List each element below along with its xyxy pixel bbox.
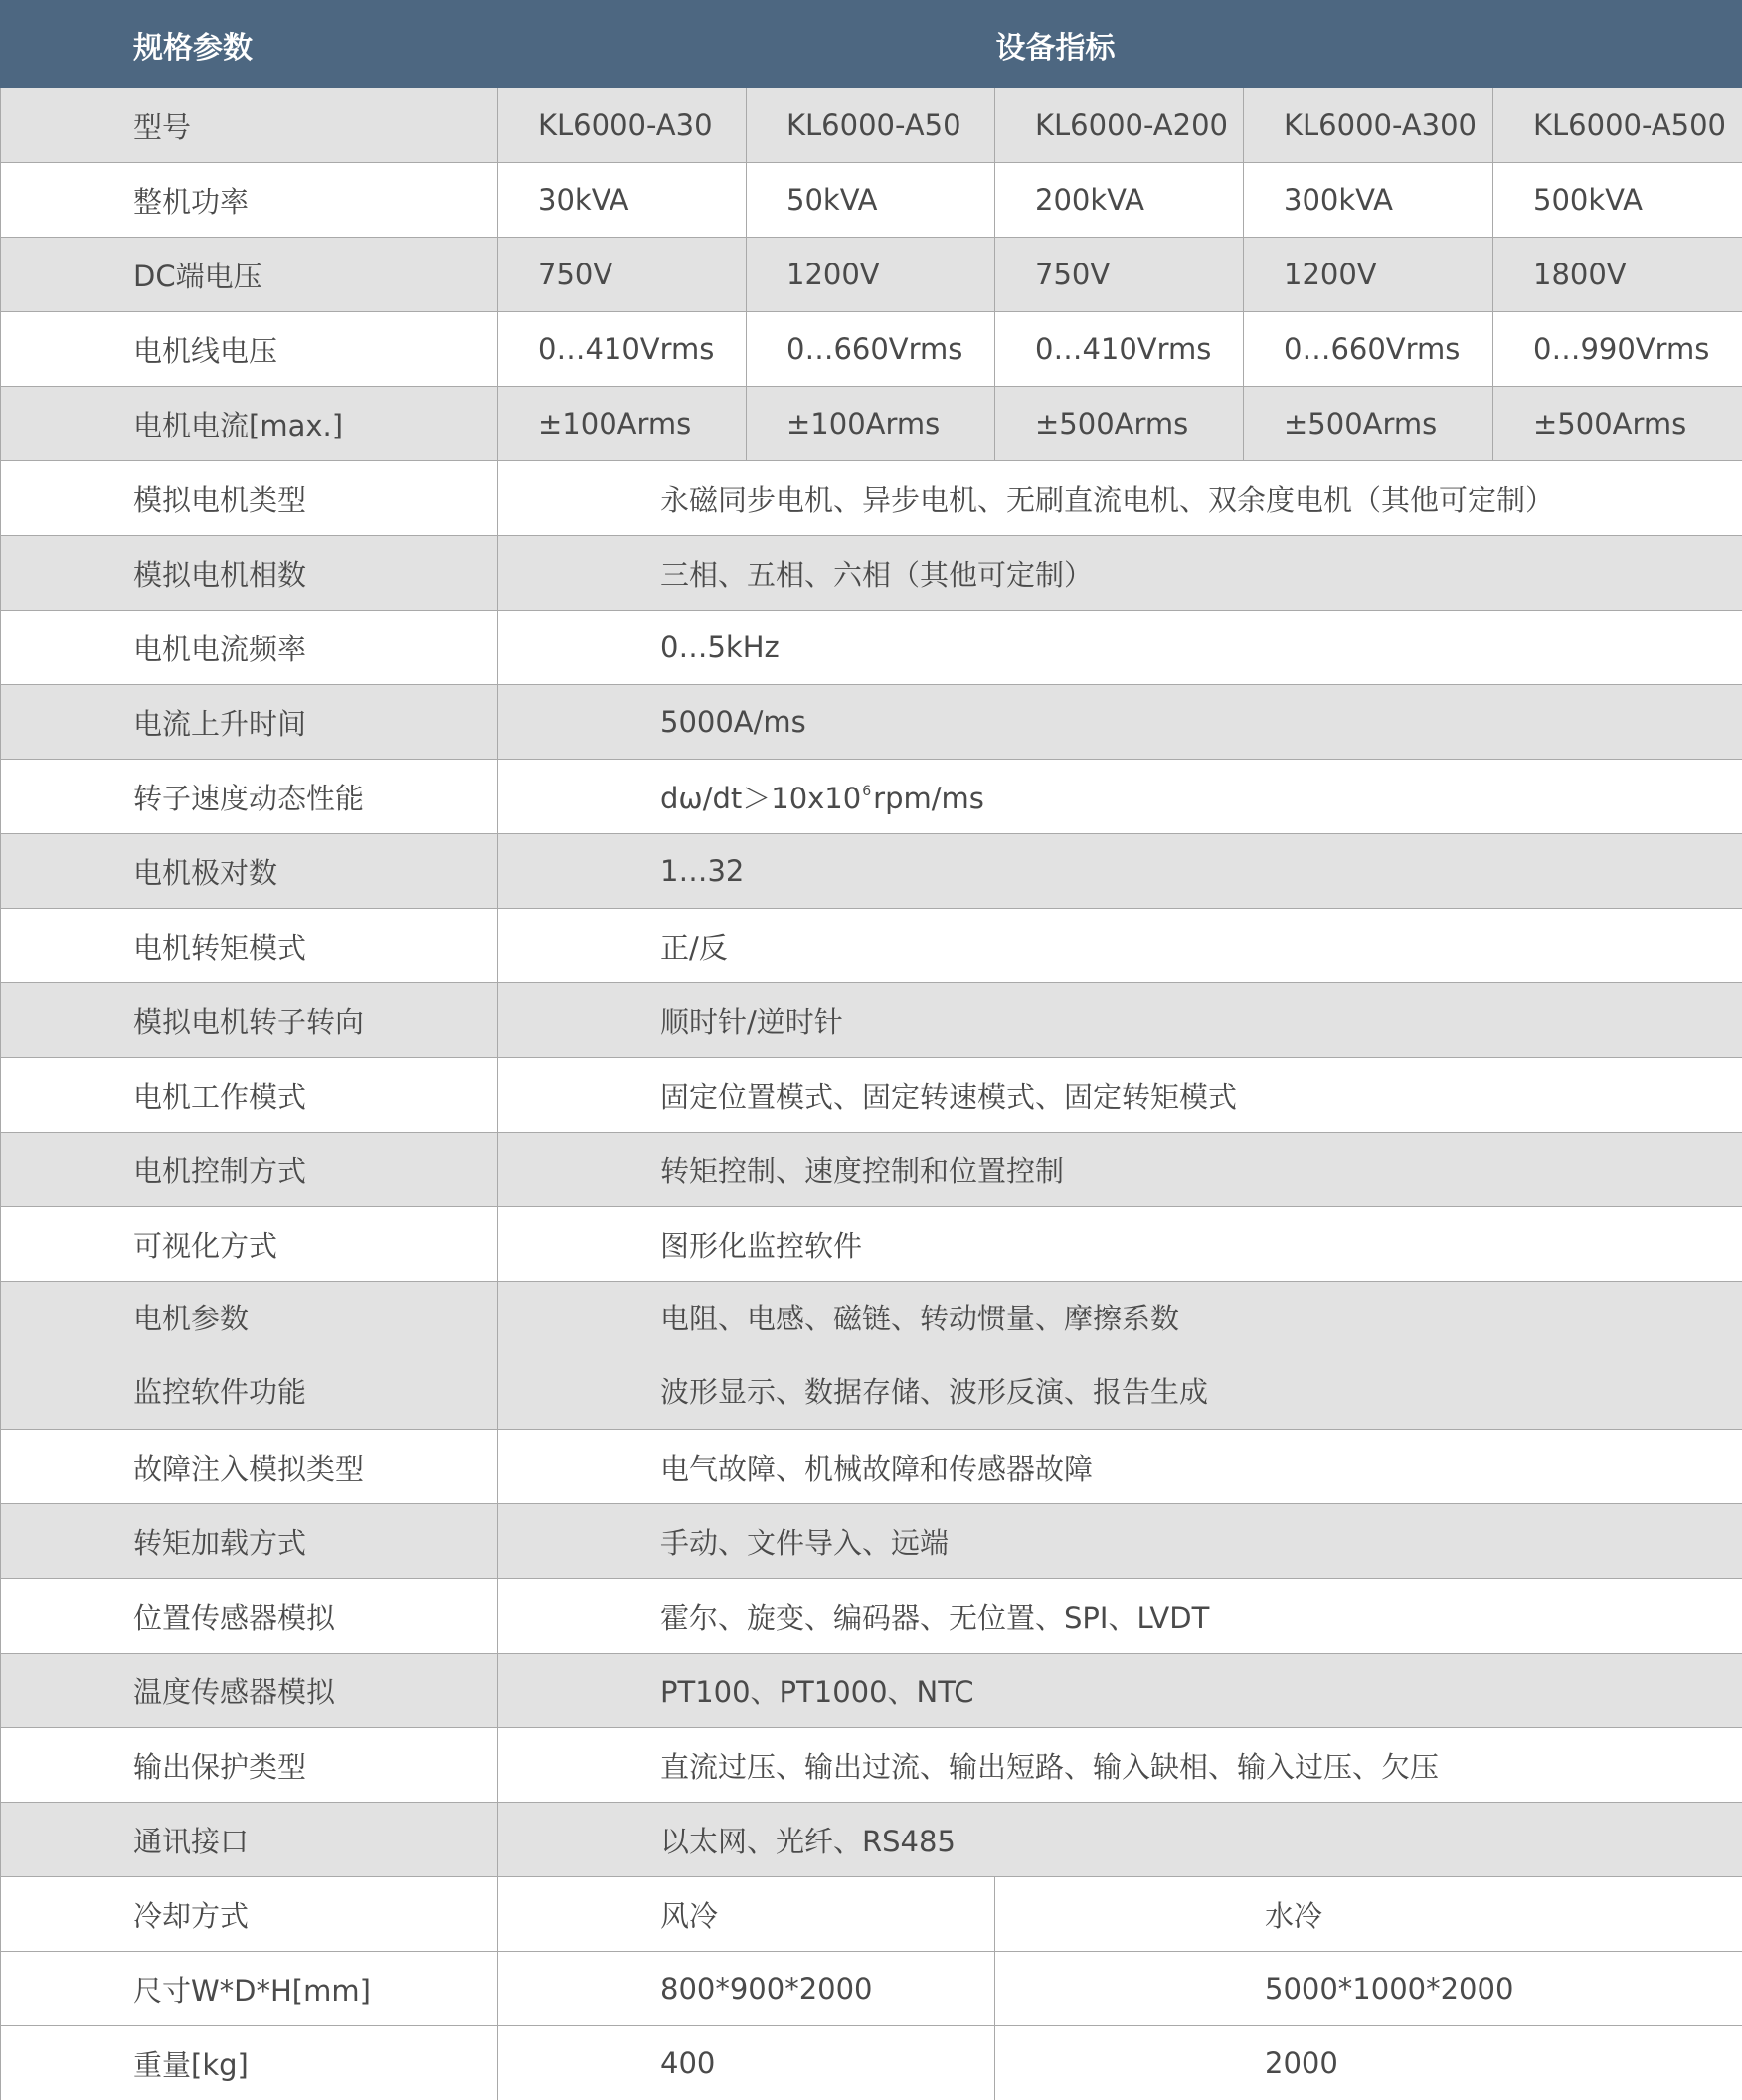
value-cell: 电气故障、机械故障和传感器故障: [498, 1430, 1742, 1504]
row-label: 可视化方式: [1, 1207, 498, 1282]
row-pos-sensor: [1, 1579, 1742, 1654]
row-control: [1, 1133, 1742, 1207]
row-label: 冷却方式: [1, 1877, 498, 1952]
value-cell: ±500Arms: [1244, 387, 1493, 461]
row-label: 模拟电机转子转向: [1, 983, 498, 1058]
value-cell: 手动、文件导入、远端: [498, 1504, 1742, 1579]
row-model: [1, 88, 1742, 163]
row-visualization: [1, 1207, 1742, 1282]
row-label: 电机工作模式: [1, 1058, 498, 1133]
row-temp-sensor: [1, 1654, 1742, 1728]
row-rise-time: [1, 685, 1742, 760]
value-cell: ±500Arms: [995, 387, 1244, 461]
value-cell: 电阻、电感、磁链、转动惯量、摩擦系数: [660, 1282, 1742, 1355]
row-label: 电机参数: [133, 1282, 497, 1355]
row-label: DC端电压: [1, 238, 498, 312]
row-phases: [1, 536, 1742, 611]
row-label: 模拟电机类型: [1, 461, 498, 536]
value-main: dω/dt＞10x10: [660, 782, 861, 815]
value-cell: 直流过压、输出过流、输出短路、输入缺相、输入过压、欠压: [498, 1728, 1742, 1803]
row-label: 转子速度动态性能: [1, 760, 498, 834]
value-cell: 正/反: [498, 909, 1742, 983]
value-cell: 500kVA: [1493, 163, 1742, 238]
value-unit: rpm/ms: [873, 782, 984, 815]
value-cell: 300kVA: [1244, 163, 1493, 238]
value-cell: 1200V: [747, 238, 995, 312]
row-weight: [1, 2026, 1742, 2100]
value-cell: 800*900*2000: [498, 1952, 995, 2026]
row-comm: [1, 1803, 1742, 1877]
value-cell: ±500Arms: [1493, 387, 1742, 461]
row-label: 模拟电机相数: [1, 536, 498, 611]
value-cell: 50kVA: [747, 163, 995, 238]
value-cell: 霍尔、旋变、编码器、无位置、SPI、LVDT: [498, 1579, 1742, 1654]
value-cell: 转矩控制、速度控制和位置控制: [498, 1133, 1742, 1207]
value-cell: 永磁同步电机、异步电机、无刷直流电机、双余度电机（其他可定制）: [498, 461, 1742, 536]
row-torque-mode: [1, 909, 1742, 983]
value-cell: 1800V: [1493, 238, 1742, 312]
value-cell: 5000A/ms: [498, 685, 1742, 760]
value-cell: 0…660Vrms: [1244, 312, 1493, 387]
value-cell: ±100Arms: [747, 387, 995, 461]
row-work-mode: [1, 1058, 1742, 1133]
value-cell: 30kVA: [498, 163, 747, 238]
value-cell: PT100、PT1000、NTC: [498, 1654, 1742, 1728]
model-cell: KL6000-A200: [995, 88, 1244, 163]
value-cell: 水冷: [995, 1877, 1742, 1952]
row-label: 尺寸W*D*H[mm]: [1, 1952, 498, 2026]
row-label: 温度传感器模拟: [1, 1654, 498, 1728]
model-cell: KL6000-A50: [747, 88, 995, 163]
value-cell: 顺时针/逆时针: [498, 983, 1742, 1058]
row-power: [1, 163, 1742, 238]
row-pole-pairs: [1, 834, 1742, 909]
row-line-voltage: [1, 312, 1742, 387]
value-cell: 200kVA: [995, 163, 1244, 238]
value-cell-pair: [498, 1282, 1742, 1430]
value-cell: [498, 760, 1742, 834]
row-label: 电机极对数: [1, 834, 498, 909]
row-motor-type: [1, 461, 1742, 536]
row-label: 电流上升时间: [1, 685, 498, 760]
value-cell: 固定位置模式、固定转速模式、固定转矩模式: [498, 1058, 1742, 1133]
row-label: 位置传感器模拟: [1, 1579, 498, 1654]
row-label: 输出保护类型: [1, 1728, 498, 1803]
value-cell: 0…5kHz: [498, 611, 1742, 685]
row-label: 电机电流[max.]: [1, 387, 498, 461]
value-cell: 0…660Vrms: [747, 312, 995, 387]
row-label: 电机转矩模式: [1, 909, 498, 983]
row-label: 电机线电压: [1, 312, 498, 387]
row-size: [1, 1952, 1742, 2026]
row-fault: [1, 1430, 1742, 1504]
row-label-pair: [1, 1282, 498, 1430]
value-cell: 750V: [995, 238, 1244, 312]
value-cell: 0…410Vrms: [498, 312, 747, 387]
value-cell: 2000: [995, 2026, 1742, 2100]
row-label: 电机电流频率: [1, 611, 498, 685]
row-current: [1, 387, 1742, 461]
row-dc-voltage: [1, 238, 1742, 312]
model-cell: KL6000-A500: [1493, 88, 1742, 163]
value-cell: 以太网、光纤、RS485: [498, 1803, 1742, 1877]
value-exponent: 6: [862, 784, 871, 799]
table-header: [1, 1, 1742, 88]
model-cell: KL6000-A300: [1244, 88, 1493, 163]
row-rotor-dynamics: [1, 760, 1742, 834]
header-device-indicators: 设备指标: [498, 1, 1742, 88]
row-label: 电机控制方式: [1, 1133, 498, 1207]
value-cell: 5000*1000*2000: [995, 1952, 1742, 2026]
row-load: [1, 1504, 1742, 1579]
value-cell: 0…990Vrms: [1493, 312, 1742, 387]
value-cell: 三相、五相、六相（其他可定制）: [498, 536, 1742, 611]
value-cell: 波形显示、数据存储、波形反演、报告生成: [660, 1355, 1742, 1429]
value-cell: 图形化监控软件: [498, 1207, 1742, 1282]
value-cell: 750V: [498, 238, 747, 312]
value-cell: ±100Arms: [498, 387, 747, 461]
row-label: 通讯接口: [1, 1803, 498, 1877]
row-label: 重量[kg]: [1, 2026, 498, 2100]
value-cell: 400: [498, 2026, 995, 2100]
value-cell: 风冷: [498, 1877, 995, 1952]
value-cell: 1…32: [498, 834, 1742, 909]
row-label: 转矩加载方式: [1, 1504, 498, 1579]
row-params-software: [1, 1282, 1742, 1430]
model-cell: KL6000-A30: [498, 88, 747, 163]
row-label: 整机功率: [1, 163, 498, 238]
row-label: 故障注入模拟类型: [1, 1430, 498, 1504]
header-spec-params: 规格参数: [1, 1, 498, 88]
row-protection: [1, 1728, 1742, 1803]
row-label: 型号: [1, 88, 498, 163]
row-frequency: [1, 611, 1742, 685]
value-cell: 1200V: [1244, 238, 1493, 312]
value-cell: 0…410Vrms: [995, 312, 1244, 387]
row-rotation: [1, 983, 1742, 1058]
row-label: 监控软件功能: [133, 1355, 497, 1429]
row-cooling: [1, 1877, 1742, 1952]
